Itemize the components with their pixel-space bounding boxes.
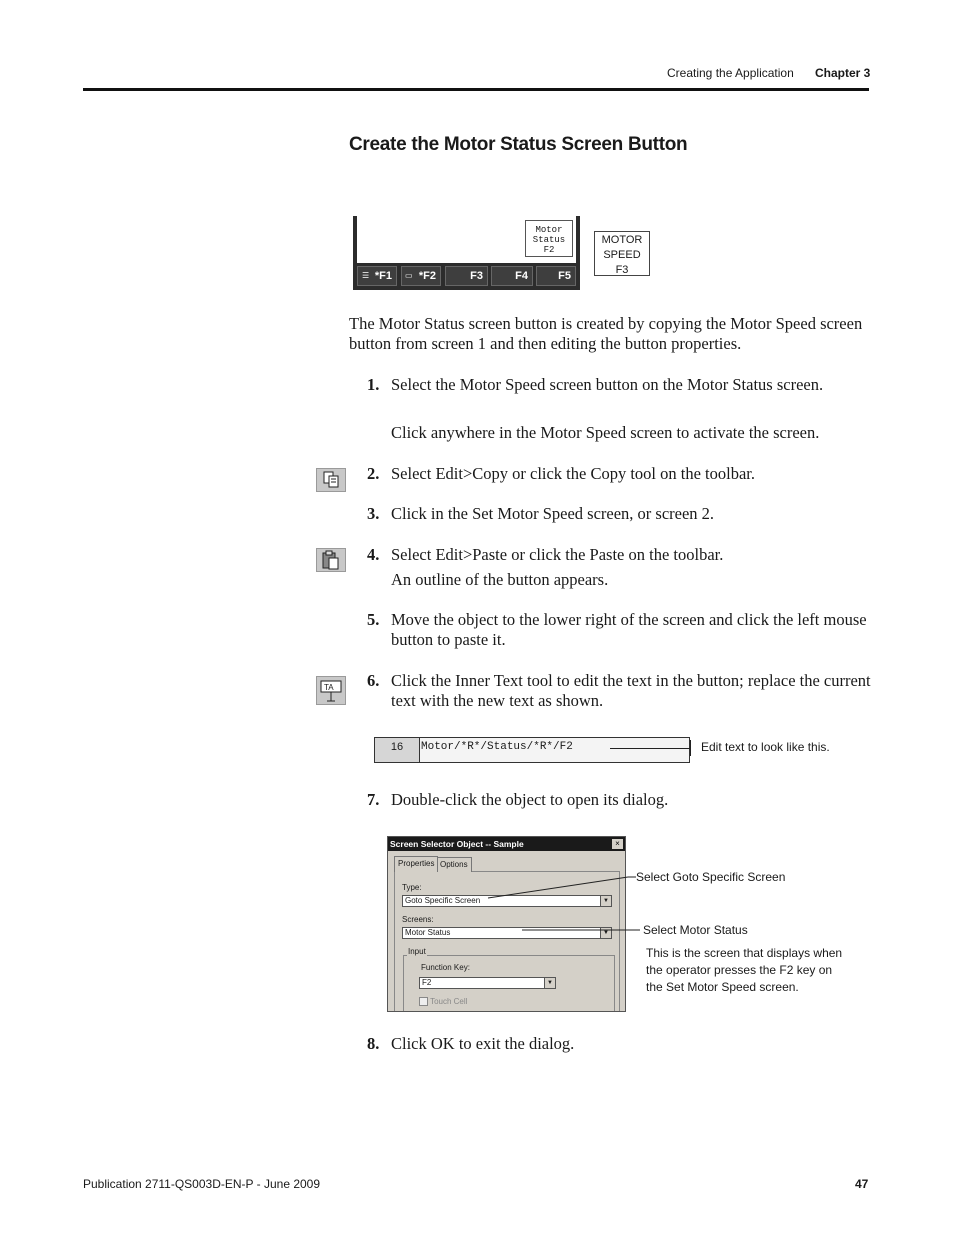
step-text: Select Edit>Copy or click the Copy tool on the toolbar. — [391, 464, 755, 483]
function-key-label: Function Key: — [421, 963, 470, 972]
step-text: Select Edit>Paste or click the Paste on the toolbar. — [391, 545, 724, 564]
motor-speed-button — [594, 231, 650, 276]
tab-properties: Properties — [394, 856, 438, 872]
page-number: 47 — [855, 1177, 869, 1191]
list-icon: ☰ — [362, 271, 370, 280]
step-number: 2. — [367, 464, 380, 483]
step-note: Click anywhere in the Motor Speed screen to activate the screen. — [391, 423, 820, 442]
terminal-panel-image — [353, 216, 580, 290]
terminal-screen — [357, 216, 576, 263]
step-text: Click OK to exit the dialog. — [391, 1034, 575, 1053]
callout-leader — [610, 748, 691, 749]
svg-text:TA: TA — [324, 683, 334, 692]
function-key-f3: F3 — [445, 266, 488, 286]
button-line: F2 — [543, 245, 555, 255]
button-line: SPEED — [603, 249, 641, 261]
function-key-f2 — [401, 266, 441, 286]
type-value: Goto Specific Screen — [405, 896, 481, 905]
intro-paragraph: The Motor Status screen button is created by copying the Motor Speed screen button from screen 1 and then editing the button properties. — [349, 314, 863, 353]
dialog-title: Screen Selector Object -- Sample — [388, 837, 625, 851]
motor-status-button — [525, 220, 573, 257]
step-number: 8. — [367, 1034, 380, 1053]
inner-text-icon — [316, 676, 346, 705]
button-line: MOTOR — [601, 234, 643, 246]
footer-publication: Publication 2711-QS003D-EN-P - June 2009 — [83, 1177, 321, 1191]
step-text: Double-click the object to open its dialog. — [391, 790, 669, 809]
step-text: Click the Inner Text tool to edit the text in the button; replace the current text with the new text as shown. — [391, 671, 871, 710]
step-text: Select the Motor Speed screen button on the Motor Status screen. — [391, 375, 824, 394]
header-chapter: Chapter 3 — [815, 66, 871, 80]
chevron-down-icon: ▼ — [544, 978, 555, 988]
function-key-value: F2 — [422, 978, 432, 987]
step-number: 5. — [367, 610, 380, 629]
tab-options: Options — [436, 857, 472, 872]
step-number: 3. — [367, 504, 380, 523]
checkbox-icon — [419, 997, 428, 1006]
object-number: 16 — [375, 738, 420, 762]
screens-callout-note: This is the screen that displays when the operator presses the F2 key on the Set Motor Speed screen. — [646, 946, 843, 994]
touch-cell-checkbox — [419, 997, 467, 1006]
screens-callout: Select Motor Status — [643, 923, 748, 937]
button-line: F3 — [615, 264, 629, 276]
close-icon: × — [612, 839, 623, 849]
inner-text-callout: Edit text to look like this. — [701, 740, 830, 754]
step-number: 6. — [367, 671, 380, 690]
screens-label: Screens: — [402, 915, 434, 924]
step-note: An outline of the button appears. — [391, 570, 609, 589]
dialog-callout-leaders — [480, 868, 640, 938]
input-group-label: Input — [408, 947, 426, 956]
step-number: 1. — [367, 375, 380, 394]
step-number: 7. — [367, 790, 380, 809]
header-section: Creating the Application — [667, 66, 794, 80]
chevron-down-icon: ▼ — [600, 896, 611, 906]
callout-leader — [690, 740, 691, 756]
function-key-f1 — [357, 266, 397, 286]
section-title: Create the Motor Status Screen Button — [349, 134, 688, 155]
step-text: Click in the Set Motor Speed screen, or screen 2. — [391, 504, 715, 523]
inner-text-value: Motor/*R*/Status/*R*/F2 — [421, 741, 573, 753]
header-rule — [83, 88, 869, 91]
step-number: 4. — [367, 545, 380, 564]
function-key-f5: F5 — [536, 266, 576, 286]
type-callout: Select Goto Specific Screen — [636, 870, 786, 884]
function-key-dropdown — [419, 977, 556, 989]
inner-text-editor-image — [374, 737, 690, 763]
type-label: Type: — [402, 883, 422, 892]
copy-icon — [316, 468, 346, 492]
checkbox-label: Touch Cell — [430, 997, 468, 1006]
keyboard-icon: ▭ — [405, 271, 413, 280]
chevron-down-icon: ▼ — [600, 928, 611, 938]
function-key-label: *F2 — [418, 270, 436, 282]
paste-icon — [316, 548, 346, 572]
screens-value: Motor Status — [405, 928, 451, 937]
function-key-f4: F4 — [491, 266, 533, 286]
step-text: Move the object to the lower right of the screen and click the left mouse button to paste it. — [391, 610, 867, 649]
button-line: Status — [532, 235, 566, 245]
button-line: Motor — [535, 225, 563, 235]
function-key-label: *F1 — [374, 270, 392, 282]
